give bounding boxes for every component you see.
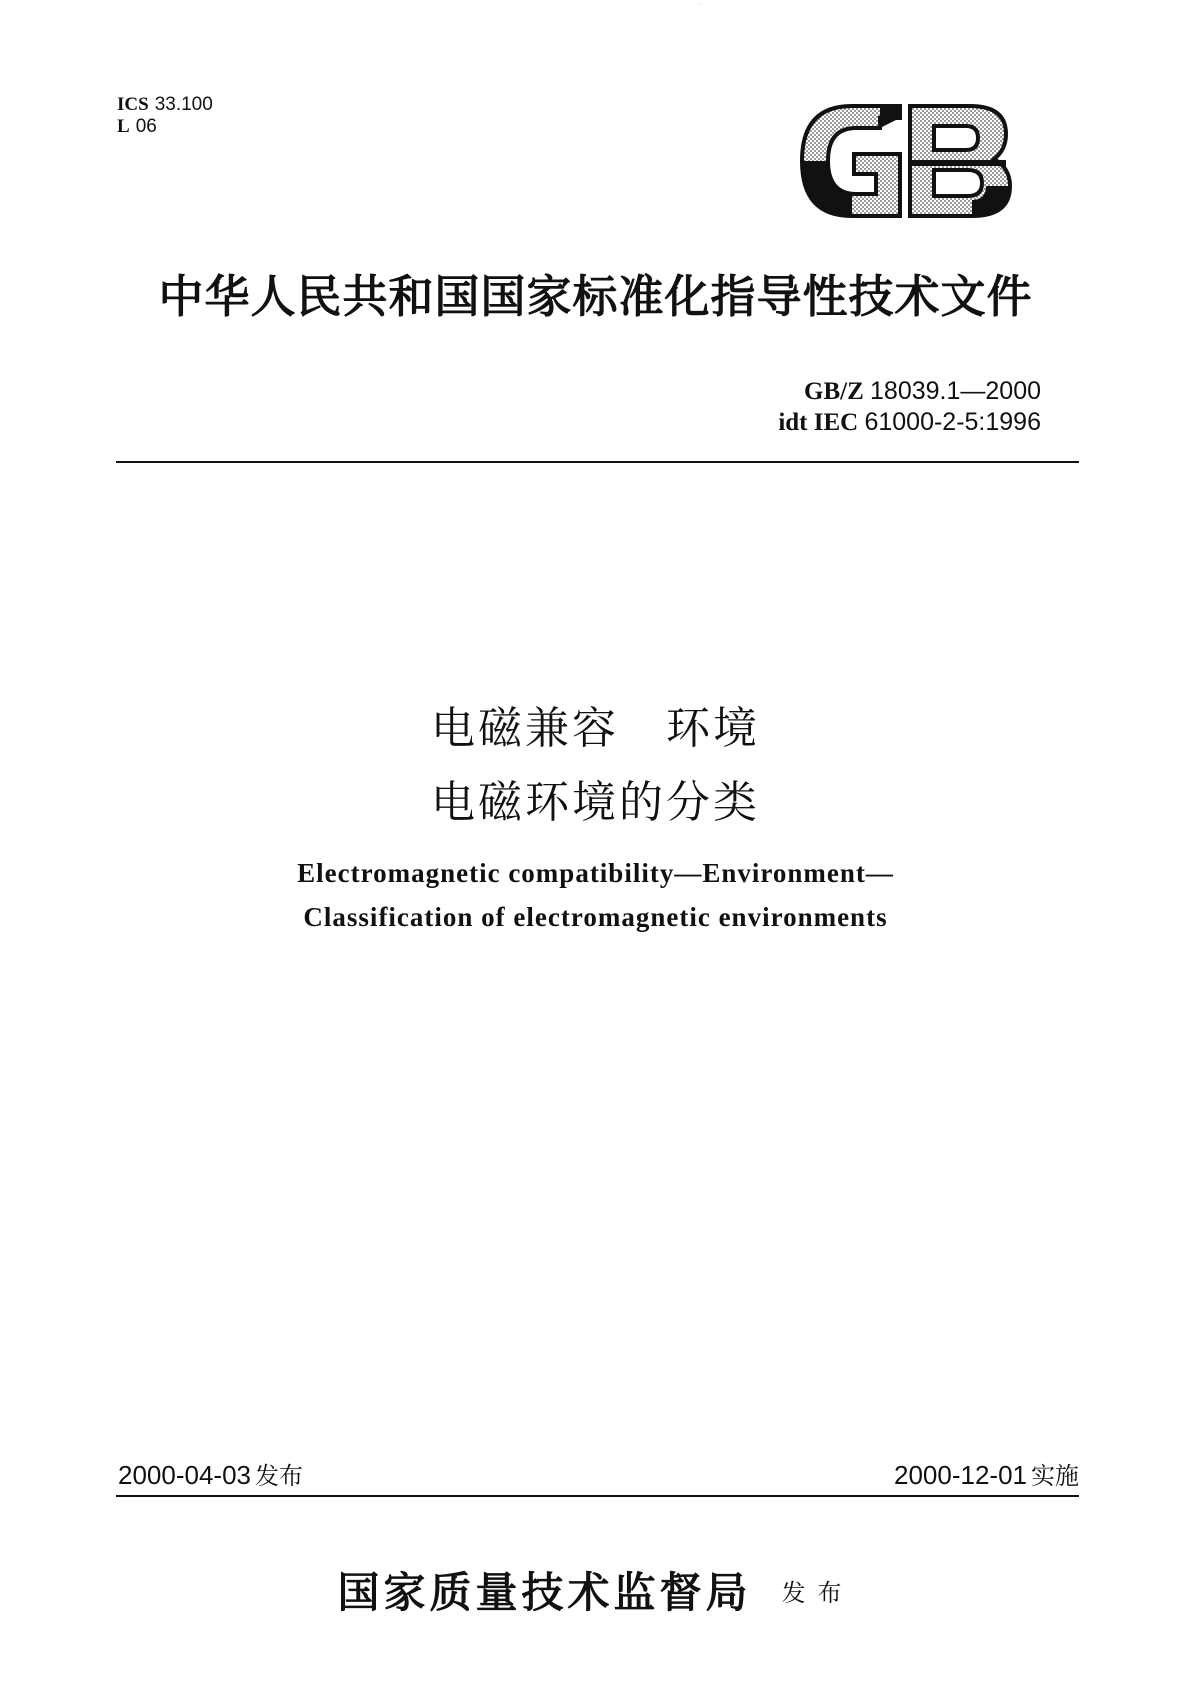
ccs-label: L [117,116,130,137]
standard-number-line [778,376,1041,407]
publisher-name: 国家质量技术监督局 [337,1568,752,1617]
effective-date-suffix: 实施 [1031,1462,1079,1490]
dates-row [116,1456,1079,1496]
classification-codes [117,94,213,138]
issue-date-suffix: 发布 [255,1462,303,1490]
publisher-line [0,1560,1191,1620]
ccs-line [117,116,213,138]
bottom-divider [116,1495,1079,1497]
ics-value: 33.100 [154,94,213,115]
ics-label: ICS [117,94,149,115]
equivalence-value: 61000-2-5:1996 [864,408,1041,436]
top-divider [116,461,1079,463]
publisher-suffix: 发布 [781,1579,854,1607]
issue-date [118,1456,303,1491]
logo-text: GB [700,4,702,5]
title-cn-line-2: 电磁环境的分类 [431,777,760,828]
title-en-line-2: Classification of electromagnetic environments [303,902,888,932]
gb-logo [700,4,1014,218]
effective-date-value: 2000-12-01 [894,1460,1027,1490]
equivalence-line [778,407,1041,438]
issue-date-value: 2000-04-03 [118,1460,251,1490]
standard-numbers [778,376,1041,438]
standard-number-label: GB/Z [804,378,864,405]
ccs-value: 06 [135,116,157,137]
title-cn-line-1: 电磁兼容 环境 [431,703,760,754]
document-type-heading: 中华人民共和国国家标准化指导性技术文件 [158,270,1033,323]
standard-number-value: 18039.1—2000 [870,377,1041,405]
effective-date [894,1456,1079,1491]
title-en-line-1: Electromagnetic compatibility—Environment— [297,858,894,888]
ics-line [117,94,213,116]
equivalence-label: idt IEC [778,409,859,436]
